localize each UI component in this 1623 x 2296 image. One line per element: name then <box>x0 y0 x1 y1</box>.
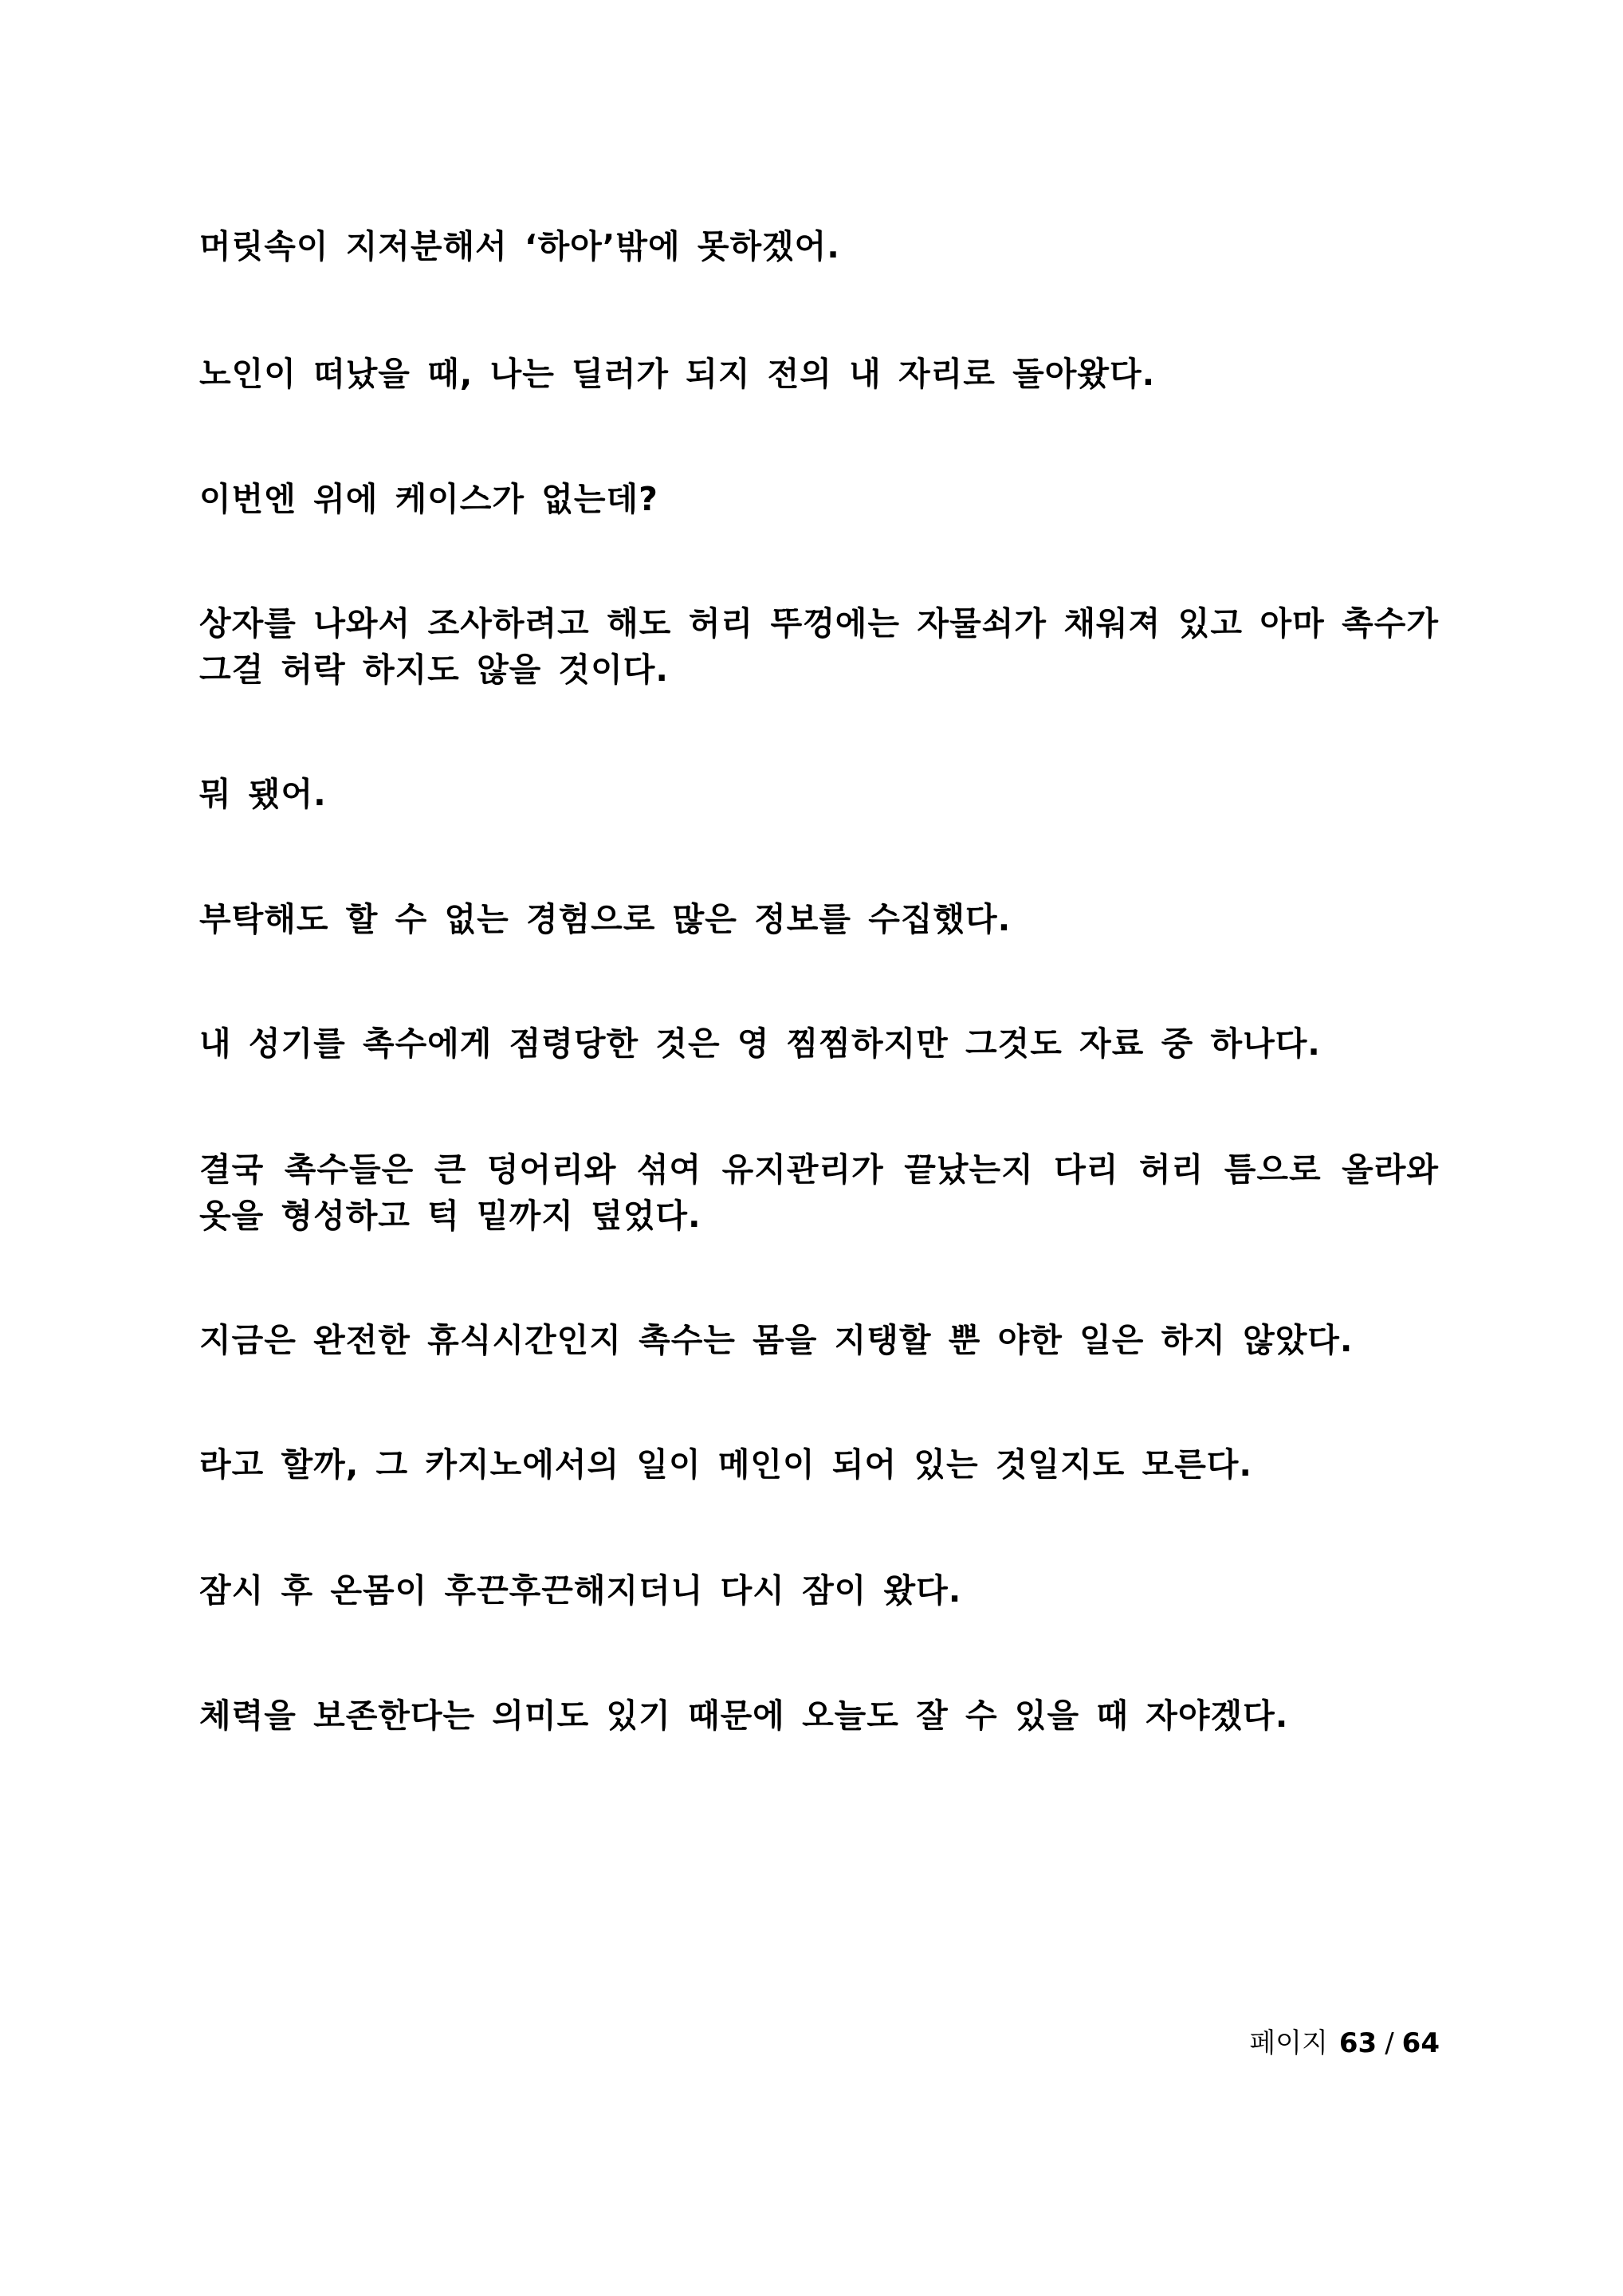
paragraph-4: 상자를 나와서 조사하려고 해도 허리 뚜껑에는 자물쇠가 채워져 있고 아마 촉수가 그걸 허락 하지도 않을 것이다. <box>199 604 1439 689</box>
page-label: 페이지 <box>1249 2027 1328 2059</box>
paragraph-11: 잠시 후 온몸이 후끈후끈해지더니 다시 잠이 왔다. <box>199 1571 962 1610</box>
paragraph-8: 결국 촉수들은 큰 덩어리와 섞여 유지관리가 끝났는지 다리 허리 틈으로 올라와 옷을 형성하고 턱 밑까지 덮었다. <box>199 1150 1439 1235</box>
document-page <box>199 0 1439 2296</box>
paragraph-9: 지금은 완전한 휴식시간인지 촉수는 몸을 지탱할 뿐 야한 일은 하지 않았다. <box>199 1321 1354 1359</box>
paragraph-10: 라고 할까, 그 카지노에서의 일이 메인이 되어 있는 것일지도 모른다. <box>199 1445 1252 1484</box>
current-page-number: 63 <box>1338 2027 1377 2059</box>
paragraph-2: 노인이 떠났을 때, 나는 딜러가 되지 전의 내 자리로 돌아왔다. <box>199 355 1156 393</box>
page-number-footer <box>1249 2025 1440 2062</box>
paragraph-6: 부탁해도 할 수 없는 경험으로 많은 정보를 수집했다. <box>199 900 1012 938</box>
paragraph-3: 이번엔 위에 케이스가 없는데? <box>199 480 658 518</box>
paragraph-5: 뭐 됐어. <box>199 775 327 813</box>
total-pages-number: 64 <box>1401 2027 1440 2059</box>
page-separator: / <box>1385 2027 1394 2059</box>
paragraph-1: 머릿속이 지저분해서 ‘하아’밖에 못하겠어. <box>199 227 840 265</box>
paragraph-12: 체력을 보존한다는 의미도 있기 때문에 오늘도 잘 수 있을 때 자야겠다. <box>199 1696 1289 1735</box>
paragraph-7: 내 성기를 촉수에게 점령당한 것은 영 찜찜하지만 그것도 자료 중 하나다. <box>199 1024 1321 1063</box>
